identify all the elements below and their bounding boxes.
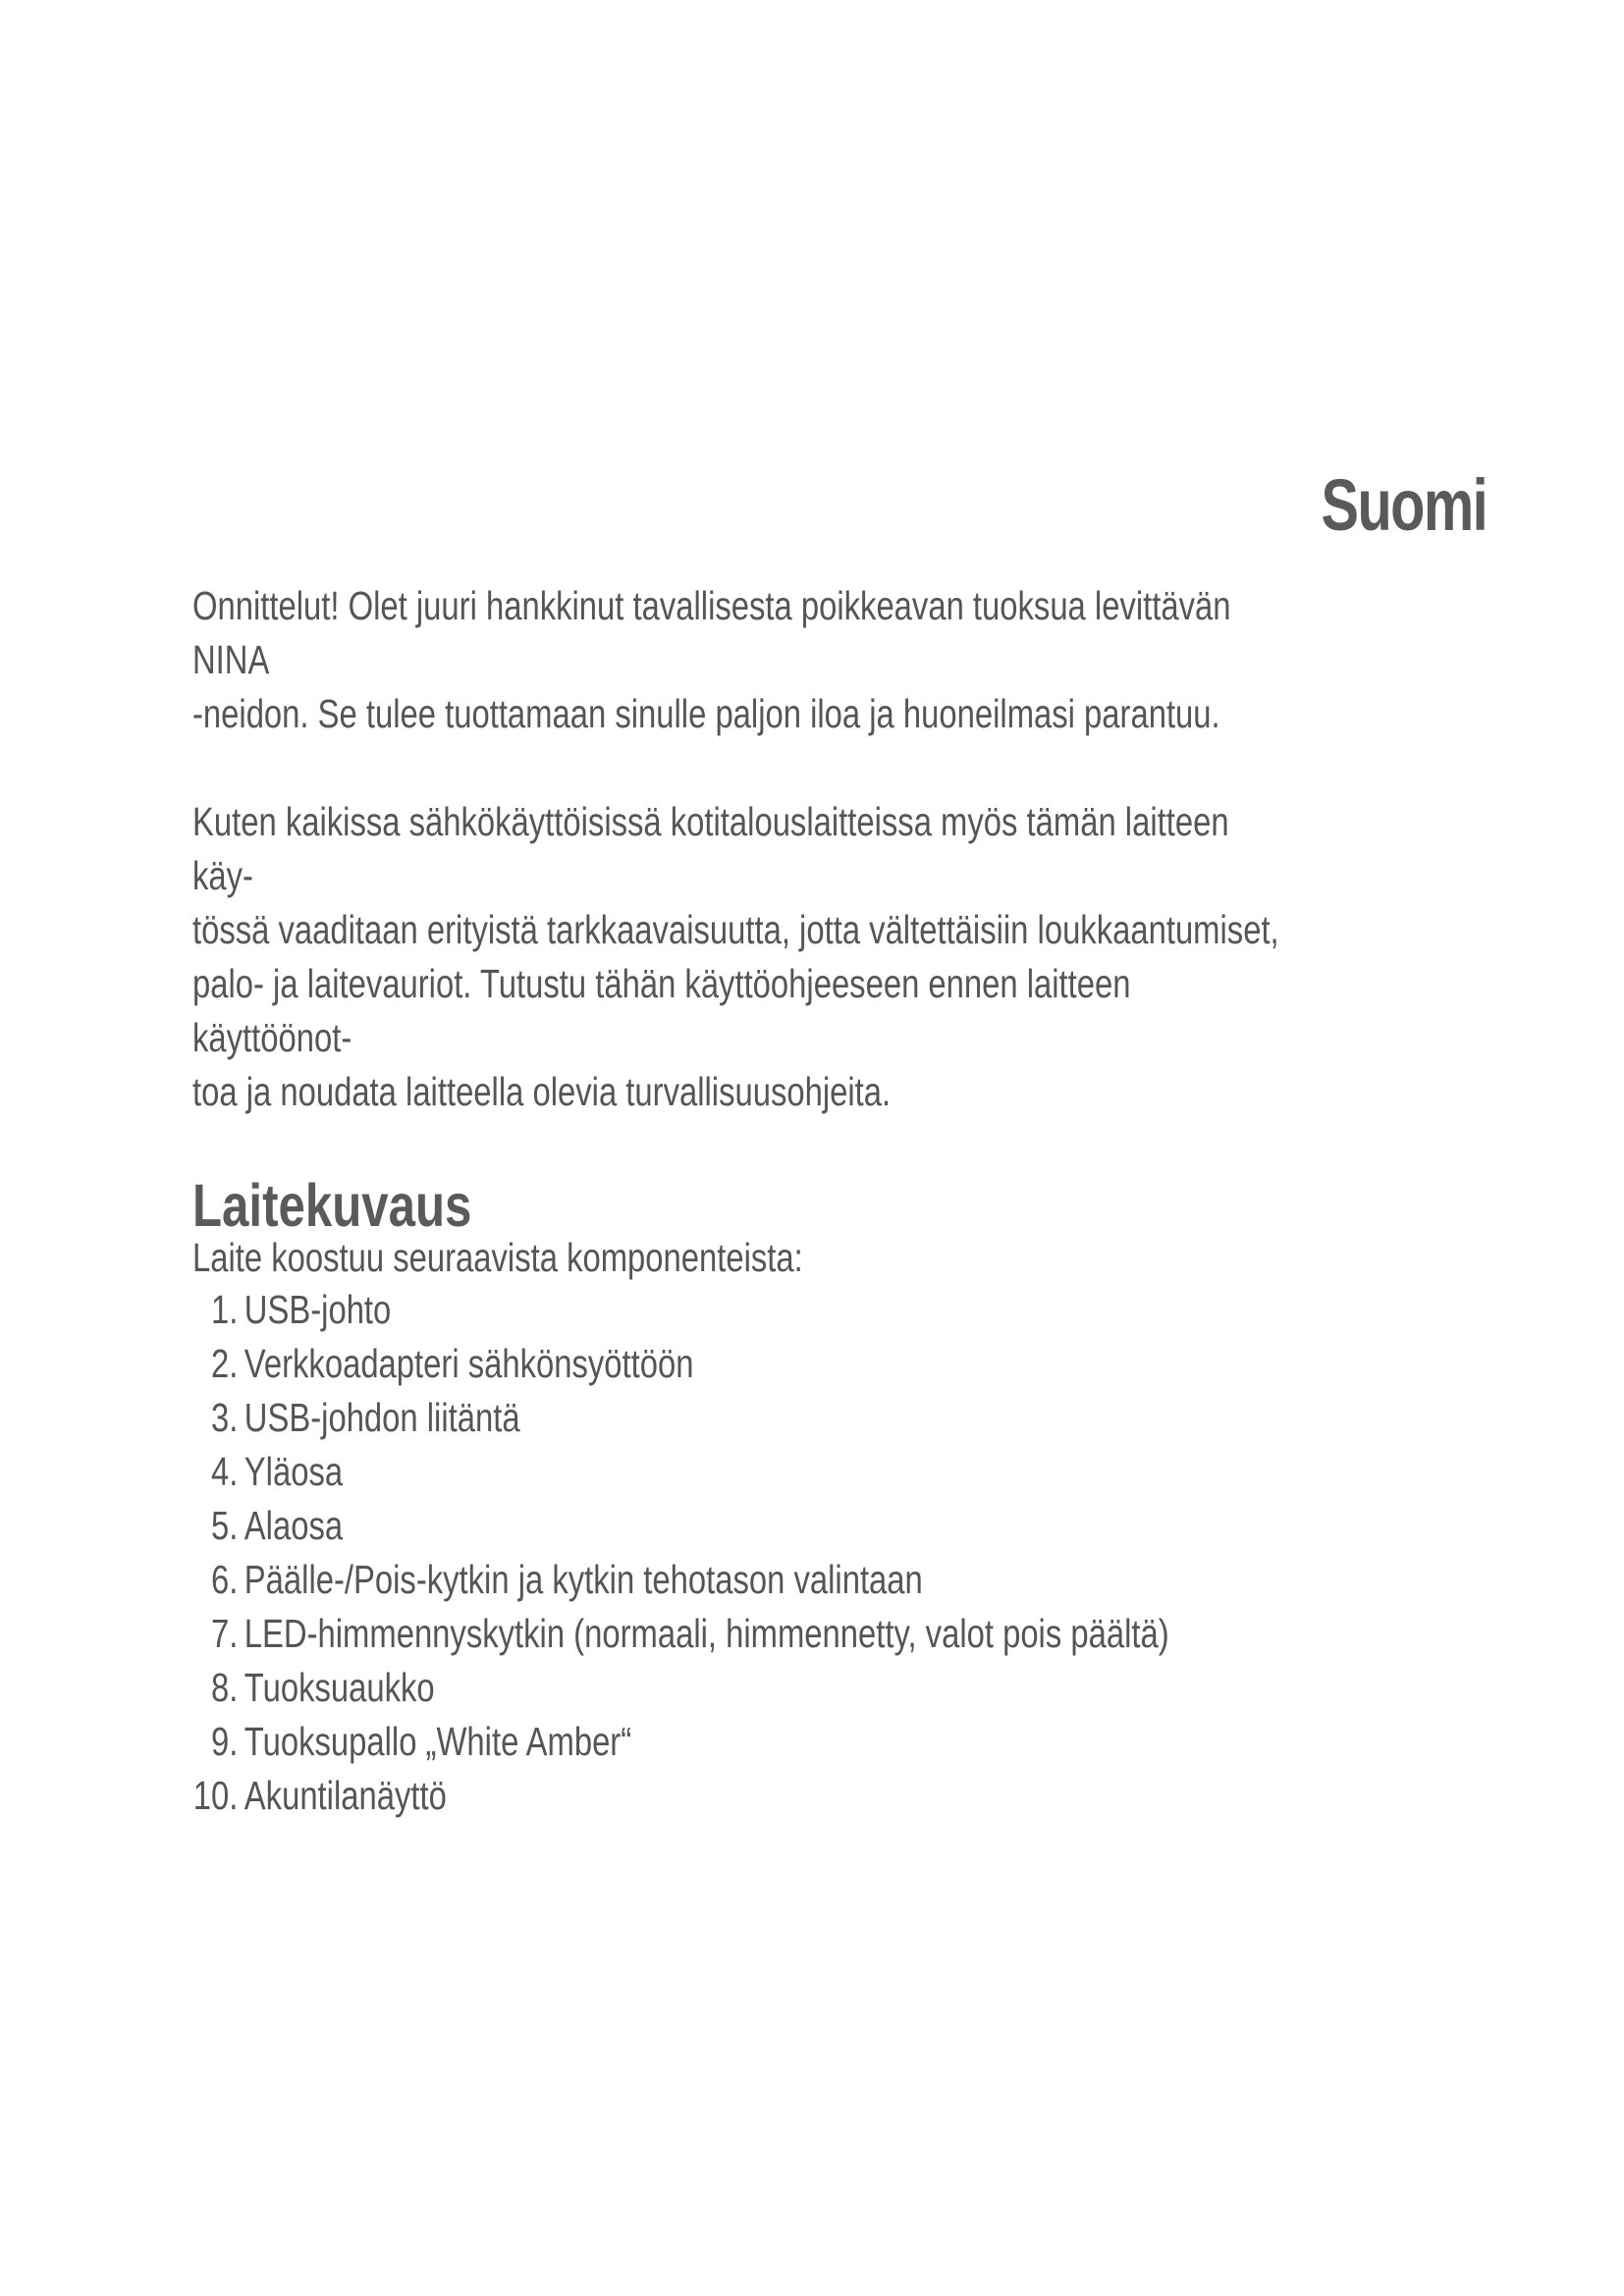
paragraph-line: toa ja noudata laitteella olevia turvallisuusohjeita. bbox=[192, 1069, 892, 1114]
intro-paragraph bbox=[192, 579, 1292, 741]
list-item bbox=[192, 1715, 1292, 1769]
safety-paragraph bbox=[192, 795, 1292, 1119]
page-title: Suomi bbox=[1321, 464, 1487, 546]
list-item-text: USB-johdon liitäntä bbox=[244, 1395, 520, 1440]
paragraph-line: -neidon. Se tulee tuottamaan sinulle paljon iloa ja huoneilmasi parantuu. bbox=[192, 691, 1220, 736]
list-item-text: Verkkoadapteri sähkönsyöttöön bbox=[244, 1341, 694, 1386]
list-item-text: Alaosa bbox=[244, 1503, 344, 1548]
list-item-text: Yläosa bbox=[244, 1449, 344, 1494]
paragraph-line: Onnittelut! Olet juuri hankkinut tavallisesta poikkeavan tuoksua levittävän NINA bbox=[192, 583, 1231, 682]
list-item bbox=[192, 1283, 1292, 1337]
list-item-text: Päälle-/Pois-kytkin ja kytkin tehotason valintaan bbox=[244, 1557, 923, 1602]
paragraph-line: Kuten kaikissa sähkökäyttöisissä kotitalouslaitteissa myös tämän laitteen käy- bbox=[192, 799, 1229, 898]
list-item bbox=[192, 1607, 1292, 1661]
list-item bbox=[192, 1391, 1292, 1445]
list-item-number: 6. bbox=[211, 1557, 239, 1602]
list-item-text: Tuoksuaukko bbox=[244, 1665, 435, 1710]
list-item bbox=[192, 1769, 1292, 1823]
section-heading: Laitekuvaus bbox=[192, 1172, 472, 1240]
paragraph-line: tössä vaaditaan erityistä tarkkaavaisuutta, jotta vältettäisiin loukkaantumiset, bbox=[192, 907, 1279, 952]
component-list bbox=[192, 1283, 1292, 1823]
list-item bbox=[192, 1499, 1292, 1553]
list-item-number: 10. bbox=[192, 1773, 239, 1818]
list-item-number: 9. bbox=[211, 1719, 239, 1764]
list-item bbox=[192, 1337, 1292, 1391]
list-item bbox=[192, 1661, 1292, 1715]
document-body bbox=[192, 579, 1292, 1823]
list-item bbox=[192, 1553, 1292, 1607]
list-item-number: 2. bbox=[211, 1341, 239, 1386]
list-item-number: 7. bbox=[211, 1611, 239, 1656]
list-item-text: Tuoksupallo „White Amber“ bbox=[244, 1719, 632, 1764]
paragraph-line: palo- ja laitevauriot. Tutustu tähän käyttöohjeeseen ennen laitteen käyttöönot- bbox=[192, 961, 1131, 1060]
list-item-number: 8. bbox=[211, 1665, 239, 1710]
list-item-number: 3. bbox=[211, 1395, 239, 1440]
list-item-text: LED-himmennyskytkin (normaali, himmennetty, valot pois päältä) bbox=[244, 1611, 1169, 1656]
list-item-text: USB-johto bbox=[244, 1287, 392, 1332]
list-item-number: 4. bbox=[211, 1449, 239, 1494]
list-item-text: Akuntilanäyttö bbox=[244, 1773, 447, 1818]
list-item-number: 5. bbox=[211, 1503, 239, 1548]
list-item bbox=[192, 1445, 1292, 1499]
section-intro: Laite koostuu seuraavista komponenteista: bbox=[192, 1235, 803, 1280]
list-item-number: 1. bbox=[211, 1287, 239, 1332]
